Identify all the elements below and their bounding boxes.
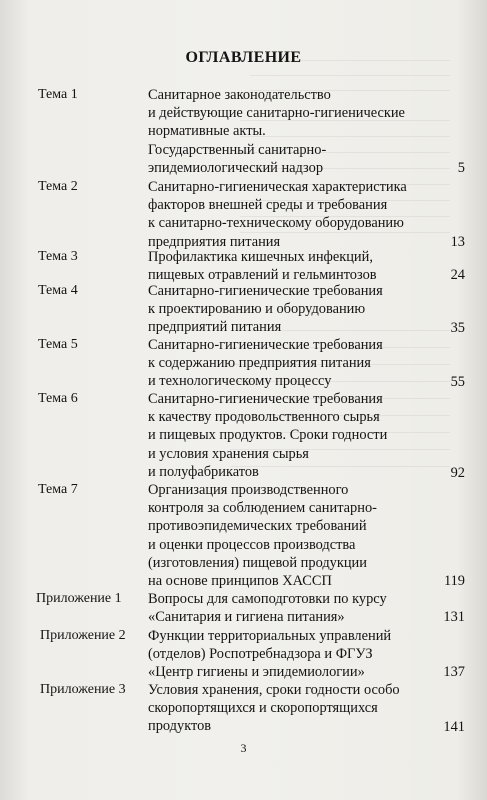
toc-entry-line: Санитарно-гигиеническая характеристика (148, 179, 407, 195)
toc-entry-line: предприятия питания (148, 233, 281, 250)
toc-entry-line: на основе принципов ХАССП (148, 573, 332, 590)
toc-entry-title (148, 248, 433, 284)
toc-entry-line: (отделов) Роспотребнадзора и ФГУЗ (148, 646, 373, 663)
toc-entry-page: 141 (443, 719, 465, 735)
toc-entry-line: «Центр гигиены и эпидемиологии» (148, 664, 365, 681)
toc-entry-line: Санитарно-гигиенические требования (148, 391, 383, 407)
toc-entry-title (148, 681, 433, 736)
toc-entry-line: Условия хранения, сроки годности особо (148, 682, 400, 698)
toc-entry-title (148, 86, 433, 177)
toc-entry-label: Приложение 1 (36, 591, 122, 606)
toc-entry-page: 13 (450, 234, 465, 250)
toc-entry-line: контроля за соблюдением санитарно- (148, 500, 377, 517)
toc-entry-line: Санитарное законодательство (148, 87, 331, 103)
toc-entry-line: и технологическому процессу (148, 373, 332, 390)
toc-entry-title (148, 336, 433, 391)
toc-entry-line: Санитарно-гигиенические требования (148, 337, 383, 353)
toc-entry-line: Функции территориальных управлений (148, 628, 392, 644)
toc-entry-line: скоропортящихся и скоропортящихся (148, 700, 378, 717)
toc-entry-line: к проектированию и оборудованию (148, 301, 366, 318)
toc-entry-page: 24 (450, 267, 465, 283)
toc-entry-line: и условия хранения сырья (148, 445, 309, 462)
toc-entry-title (148, 282, 433, 337)
toc-entry-line: противоэпидемических требований (148, 518, 367, 535)
toc-entry-line: Организация производственного (148, 482, 349, 498)
toc-entry-line: «Санитария и гигиена питания» (148, 609, 345, 626)
toc-entry-title (148, 627, 433, 682)
toc-entry-label: Тема 6 (38, 391, 78, 406)
toc-entry-page: 131 (443, 609, 465, 625)
toc-entry-line: эпидемиологический надзор (148, 159, 324, 176)
toc-entry-page: 119 (443, 573, 465, 589)
toc-entry-line: факторов внешней среды и требования (148, 197, 388, 214)
toc-entry-title (148, 590, 433, 626)
toc-entry-label: Тема 1 (38, 87, 78, 102)
toc-entry-label: Тема 2 (38, 179, 78, 194)
toc-entry-line: Государственный санитарно- (148, 141, 327, 158)
toc-entry-page: 35 (450, 320, 465, 336)
toc-entry-line: и полуфабрикатов (148, 463, 259, 480)
toc-entry-label: Приложение 3 (40, 682, 126, 697)
toc-entry-title (148, 390, 433, 481)
toc-entry-line: и действующие санитарно-гигиенические (148, 105, 405, 122)
toc-entry-line: Профилактика кишечных инфекций, (148, 249, 373, 265)
page-number: 3 (240, 741, 247, 755)
toc-entry-page: 5 (457, 160, 465, 176)
toc-entry-label: Тема 3 (38, 249, 78, 264)
toc-entry-page: 137 (443, 664, 465, 680)
toc-entry-label: Приложение 2 (40, 628, 126, 643)
toc-entry-line: к содержанию предприятия питания (148, 355, 371, 372)
toc-entry-line: к санитарно-техническому оборудованию (148, 215, 404, 232)
toc-entry-title (148, 481, 433, 590)
toc-entry-line: продуктов (148, 718, 212, 735)
toc-entry-label: Тема 7 (38, 482, 78, 497)
toc-entry-line: предприятий питания (148, 319, 282, 336)
toc-entry-line: нормативные акты. (148, 123, 266, 140)
toc-entry-line: и оценки процессов производства (148, 536, 356, 553)
toc-entry-page: 92 (450, 465, 465, 481)
toc-entry-label: Тема 5 (38, 337, 78, 352)
toc-entry-line: (изготовления) пищевой продукции (148, 554, 367, 571)
toc-entry-line: пищевых отравлений и гельминтозов (148, 267, 377, 284)
toc-entry-page: 55 (450, 374, 465, 390)
toc-entry-line: Санитарно-гигиенические требования (148, 283, 383, 299)
toc-entry-line: к качеству продовольственного сырья (148, 409, 380, 426)
toc-entry-label: Тема 4 (38, 283, 78, 298)
toc-title: ОГЛАВЛЕНИЕ (185, 49, 302, 66)
toc-entry-line: Вопросы для самоподготовки по курсу (148, 591, 387, 607)
toc-entry-line: и пищевых продуктов. Сроки годности (148, 427, 388, 444)
toc-entry-title (148, 178, 433, 251)
